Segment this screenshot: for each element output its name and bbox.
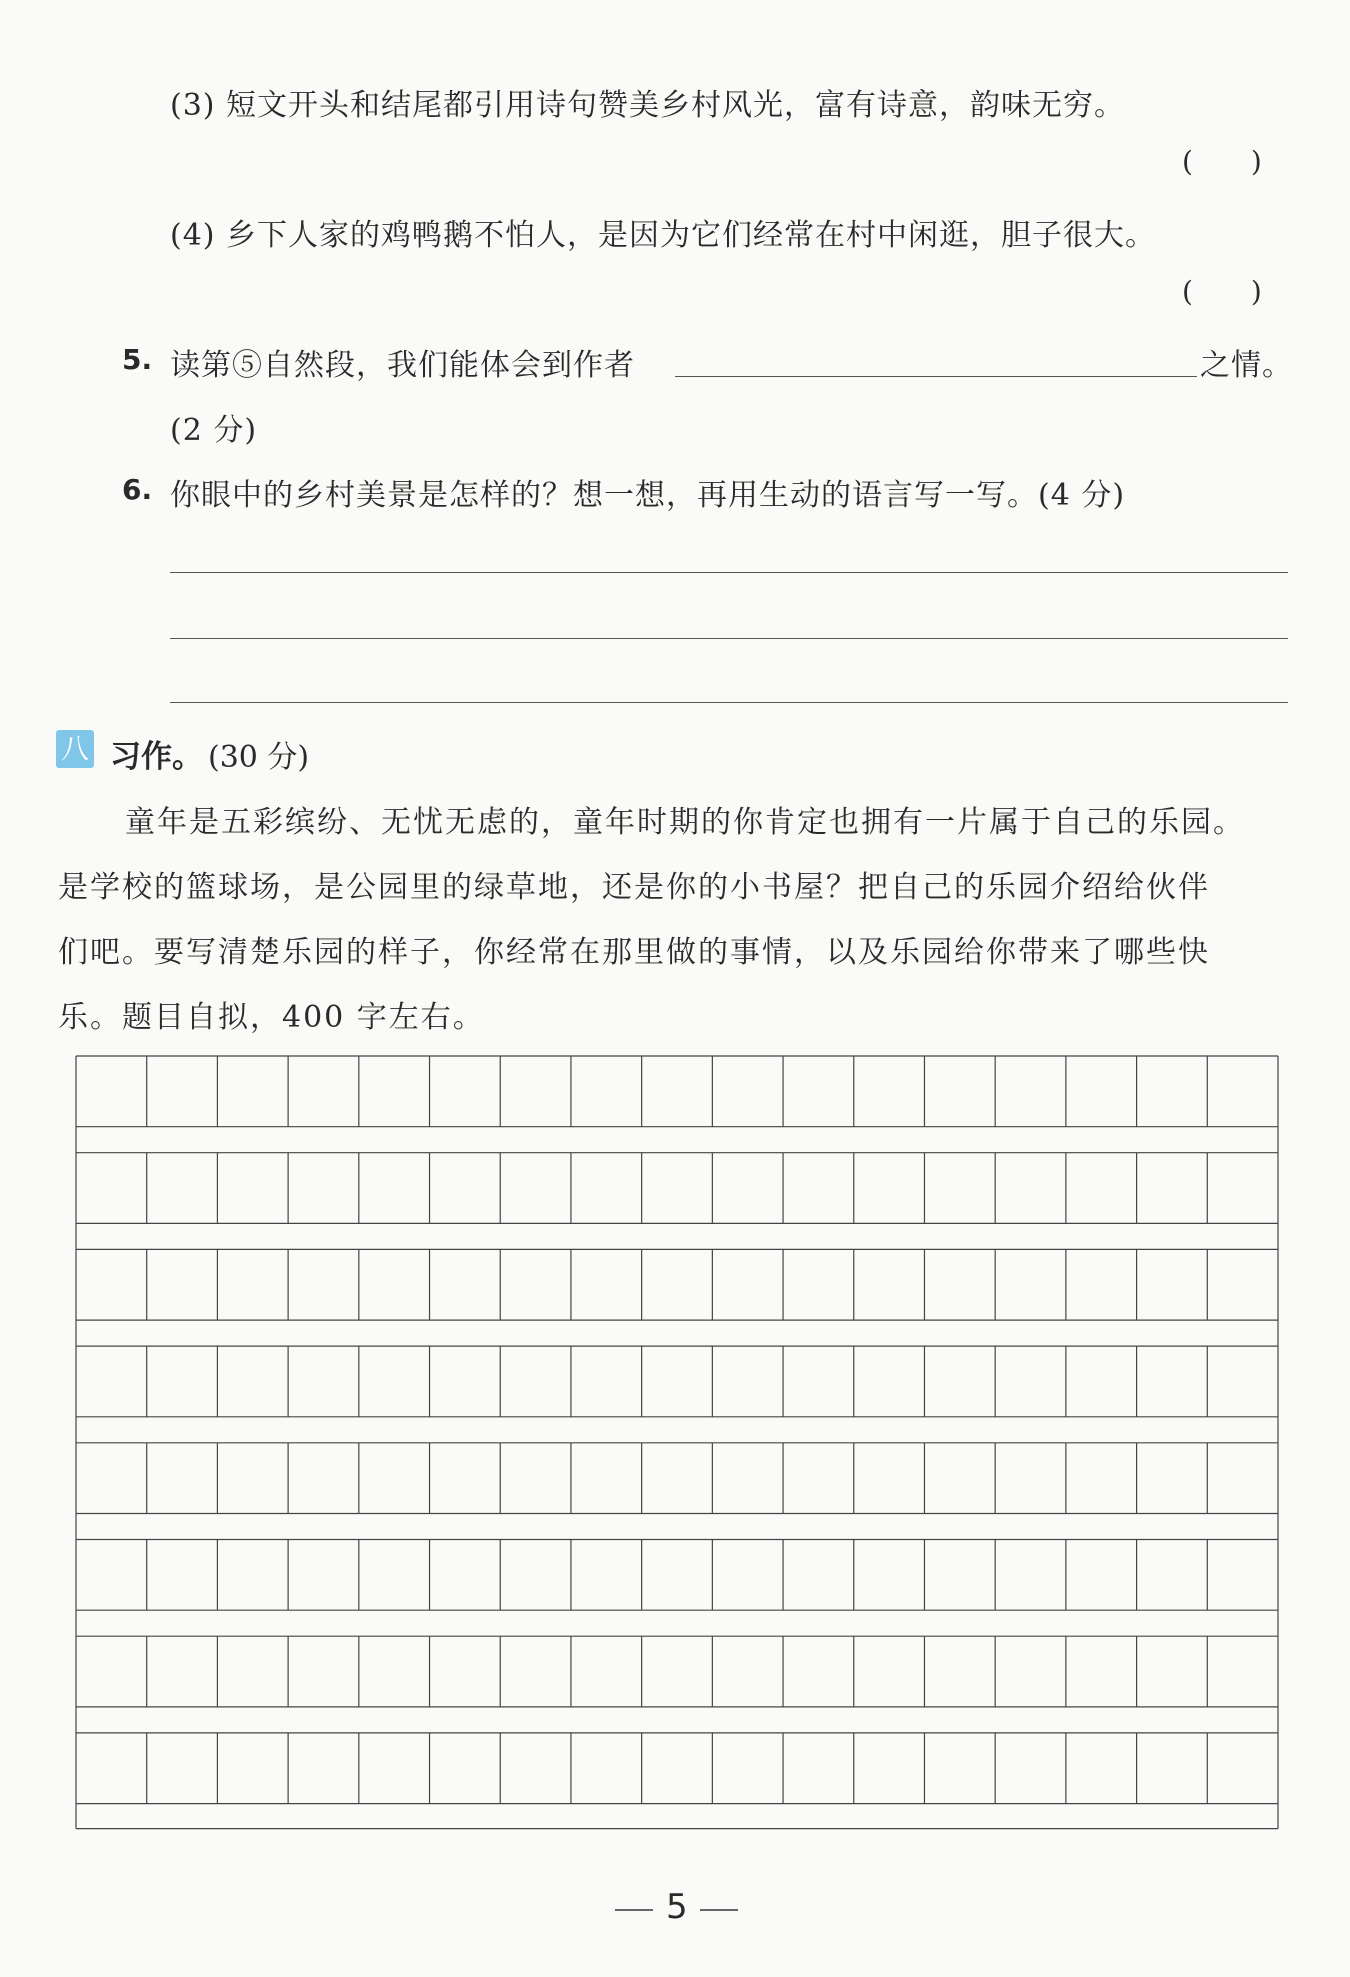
footer-dash-right bbox=[700, 1909, 738, 1911]
question-5-score: (2 分) bbox=[170, 413, 258, 448]
writing-grid[interactable] bbox=[75, 1055, 1280, 1835]
question-5-answer-blank[interactable] bbox=[675, 344, 1197, 377]
section-title: 习作。 bbox=[110, 739, 203, 775]
answer-line-3[interactable] bbox=[170, 670, 1288, 703]
question-5-suffix: 之情。 bbox=[1200, 348, 1293, 383]
section-badge: 八 bbox=[56, 730, 94, 768]
prompt-line-3: 们吧。要写清楚乐园的样子，你经常在那里做的事情，以及乐园给你带来了哪些快 bbox=[58, 935, 1210, 970]
footer-dash-left bbox=[615, 1909, 653, 1911]
question-6-number: 6. bbox=[122, 473, 153, 506]
prompt-line-1: 童年是五彩缤纷、无忧无虑的，童年时期的你肯定也拥有一片属于自己的乐园。 bbox=[125, 805, 1245, 840]
judgement-item-3: (3) 短文开头和结尾都引用诗句赞美乡村风光，富有诗意，韵味无穷。 bbox=[170, 88, 1126, 123]
prompt-line-4: 乐。题目自拟，400 字左右。 bbox=[58, 1000, 485, 1035]
answer-parentheses-4[interactable]: () bbox=[1182, 275, 1320, 308]
question-6-text: 你眼中的乡村美景是怎样的？想一想，再用生动的语言写一写。(4 分) bbox=[170, 478, 1126, 513]
question-5-text: 读第⑤自然段，我们能体会到作者 bbox=[170, 348, 635, 383]
answer-parentheses-3[interactable]: () bbox=[1182, 145, 1320, 178]
answer-line-1[interactable] bbox=[170, 540, 1288, 573]
prompt-line-2: 是学校的篮球场，是公园里的绿草地，还是你的小书屋？把自己的乐园介绍给伙伴 bbox=[58, 870, 1210, 905]
question-5-number: 5. bbox=[122, 343, 153, 376]
page-number: 5 bbox=[666, 1887, 688, 1927]
judgement-item-4: (4) 乡下人家的鸡鸭鹅不怕人，是因为它们经常在村中闲逛，胆子很大。 bbox=[170, 218, 1157, 253]
answer-line-2[interactable] bbox=[170, 606, 1288, 639]
section-score: (30 分) bbox=[208, 740, 310, 775]
